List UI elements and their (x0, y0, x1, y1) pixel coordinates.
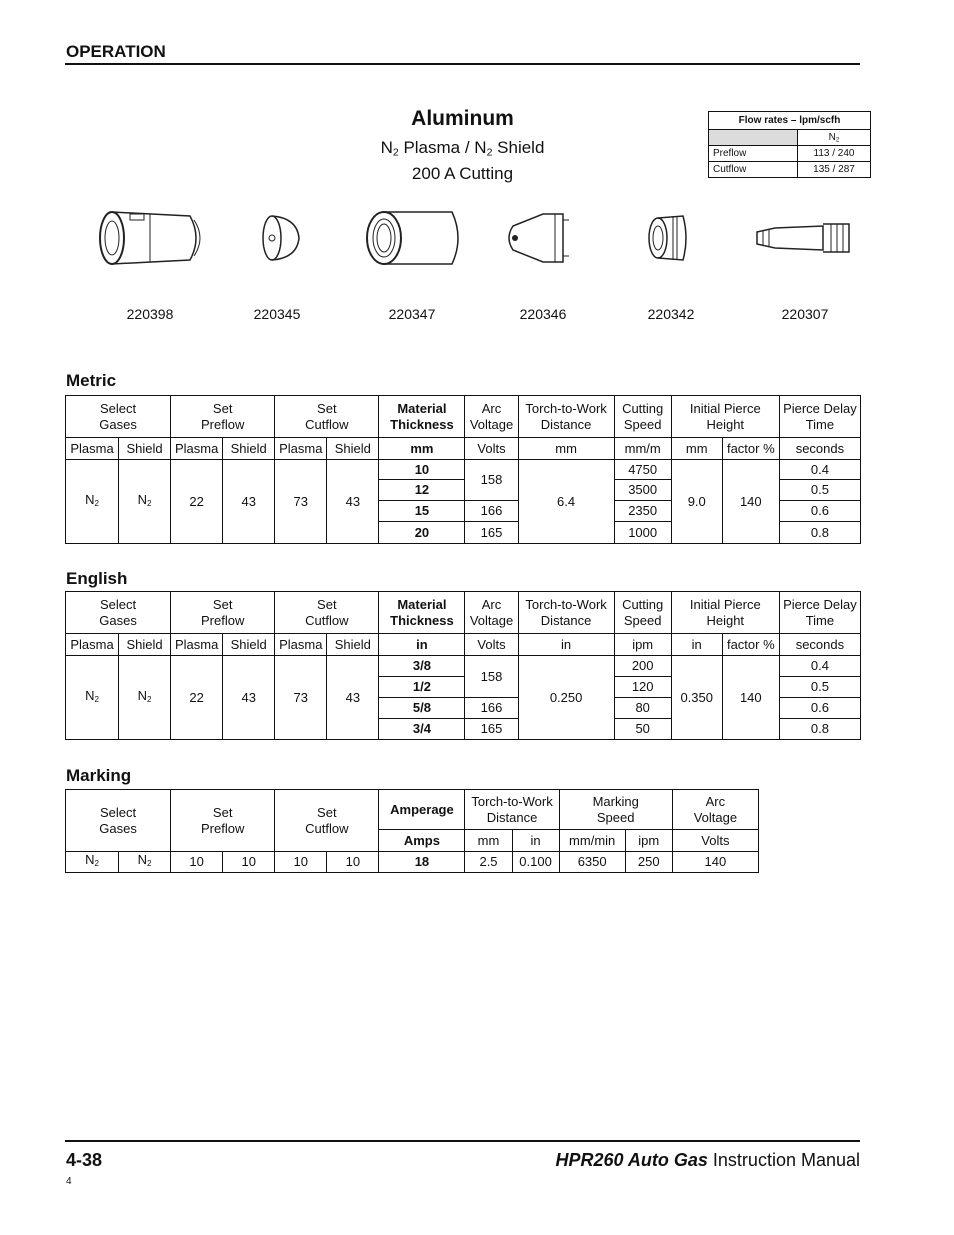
amps-cell: 18 (379, 852, 465, 873)
col-header: Arc Voltage (465, 396, 518, 438)
unit-cell: factor % (722, 634, 779, 656)
part-220347 (352, 210, 472, 322)
ttw-cell: 0.250 (518, 656, 614, 740)
col-header: Set Preflow (171, 396, 275, 438)
col-header: Torch-to-Work Distance (518, 396, 614, 438)
arc-voltage-cell: 140 (672, 852, 758, 873)
unit-cell: Plasma (171, 438, 223, 460)
electrode-icon (745, 210, 865, 266)
pierce-factor-cell: 140 (722, 460, 779, 544)
thickness-cell: 20 (379, 522, 465, 544)
flow-cell: 22 (171, 460, 223, 544)
col-header: Set Cutflow (275, 592, 379, 634)
unit-cell: Volts (465, 438, 518, 460)
shield-icon (217, 210, 337, 266)
unit-cell: seconds (779, 438, 860, 460)
arc-voltage-cell: 165 (465, 522, 518, 544)
unit-cell: Plasma (275, 438, 327, 460)
col-header: Amperage (379, 790, 465, 830)
unit-cell: Plasma (66, 438, 119, 460)
thickness-cell: 1/2 (379, 677, 465, 698)
col-header: Select Gases (66, 790, 171, 852)
unit-cell: Shield (223, 634, 275, 656)
delay-cell: 0.4 (779, 460, 860, 480)
page-title: Aluminum (411, 107, 514, 130)
col-header: Material Thickness (379, 396, 465, 438)
swirl-ring-small-icon (611, 210, 731, 266)
col-header: Arc Voltage (465, 592, 518, 634)
unit-cell: Plasma (66, 634, 119, 656)
speed-mmmin-cell: 6350 (559, 852, 625, 873)
flow-cell: 22 (171, 656, 223, 740)
unit-cell: Shield (119, 438, 171, 460)
flow-cell: 10 (223, 852, 275, 873)
part-number: 220346 (519, 306, 567, 322)
col-header: Select Gases (66, 592, 171, 634)
delay-cell: 0.6 (779, 698, 860, 719)
unit-cell: seconds (779, 634, 860, 656)
metric-table (65, 395, 861, 544)
unit-cell: Plasma (275, 634, 327, 656)
arc-voltage-cell: 165 (465, 719, 518, 740)
header-rule (65, 63, 860, 65)
speed-cell: 200 (614, 656, 671, 677)
flow-cell: 73 (275, 460, 327, 544)
pierce-height-cell: 0.350 (671, 656, 722, 740)
flow-label: Preflow (709, 146, 798, 162)
part-number: 220347 (388, 306, 436, 322)
col-header: Initial Pierce Height (671, 592, 779, 634)
unit-cell: mm/m (614, 438, 671, 460)
col-header: Select Gases (66, 396, 171, 438)
thickness-cell: 3/8 (379, 656, 465, 677)
col-header: Cutting Speed (614, 592, 671, 634)
unit-cell: ipm (625, 830, 672, 852)
part-220346 (483, 210, 603, 322)
flow-cell: 43 (223, 460, 275, 544)
flow-label: Cutflow (709, 162, 798, 178)
marking-label: Marking (66, 766, 132, 785)
unit-cell: in (512, 830, 559, 852)
flow-rates-header: Flow rates – lpm/scfh (709, 112, 871, 130)
gas-cell: $N_2$ (66, 656, 119, 740)
footer-rule (65, 1140, 860, 1142)
arc-voltage-cell: 158 (465, 656, 518, 698)
col-header: Torch-to-Work Distance (518, 592, 614, 634)
gas-cell: $N_2$ (119, 656, 171, 740)
speed-ipm-cell: 250 (625, 852, 672, 873)
flow-cell: 10 (327, 852, 379, 873)
flow-cell: 10 (275, 852, 327, 873)
ttw-in-cell: 0.100 (512, 852, 559, 873)
gas-cell: $N_2$ (119, 852, 171, 873)
arc-voltage-cell: 166 (465, 501, 518, 522)
unit-cell: Shield (327, 634, 379, 656)
unit-cell: Shield (119, 634, 171, 656)
col-header: Set Preflow (171, 592, 275, 634)
unit-cell: Plasma (171, 634, 223, 656)
part-number: 220345 (253, 306, 301, 322)
thickness-cell: 15 (379, 501, 465, 522)
ttw-mm-cell: 2.5 (465, 852, 512, 873)
flow-rates-table (708, 111, 871, 178)
col-header: Initial Pierce Height (671, 396, 779, 438)
delay-cell: 0.6 (779, 501, 860, 522)
nozzle-icon (483, 210, 603, 266)
delay-cell: 0.4 (779, 656, 860, 677)
col-header: Arc Voltage (672, 790, 758, 830)
unit-cell: mm (518, 438, 614, 460)
unit-cell: factor % (722, 438, 779, 460)
arc-voltage-cell: 166 (465, 698, 518, 719)
pierce-height-cell: 9.0 (671, 460, 722, 544)
unit-cell: mm (379, 438, 465, 460)
part-number: 220307 (781, 306, 829, 322)
marking-table (65, 789, 759, 873)
unit-cell: in (518, 634, 614, 656)
footer-small-text: 4 (66, 1176, 72, 1187)
unit-cell: mm/min (559, 830, 625, 852)
unit-cell: mm (465, 830, 512, 852)
speed-cell: 1000 (614, 522, 671, 544)
thickness-cell: 12 (379, 480, 465, 501)
pierce-factor-cell: 140 (722, 656, 779, 740)
unit-cell: Volts (672, 830, 758, 852)
unit-cell: Shield (327, 438, 379, 460)
flow-value: 135 / 287 (798, 162, 871, 178)
speed-cell: 4750 (614, 460, 671, 480)
unit-cell: Shield (223, 438, 275, 460)
speed-cell: 2350 (614, 501, 671, 522)
part-number: 220342 (647, 306, 695, 322)
speed-cell: 50 (614, 719, 671, 740)
flow-gas: $N_2$ (798, 130, 871, 146)
part-220342 (611, 210, 731, 322)
delay-cell: 0.5 (779, 480, 860, 501)
col-header: Set Cutflow (275, 790, 379, 852)
part-number: 220398 (126, 306, 174, 322)
unit-cell: Amps (379, 830, 465, 852)
retaining-cap-icon (90, 210, 210, 266)
col-header: Set Preflow (171, 790, 275, 852)
unit-cell: mm (671, 438, 722, 460)
col-header: Set Cutflow (275, 396, 379, 438)
flow-cell: 43 (223, 656, 275, 740)
page-number: 4-38 (66, 1150, 103, 1170)
flow-cell: 43 (327, 460, 379, 544)
speed-cell: 120 (614, 677, 671, 698)
col-header: Cutting Speed (614, 396, 671, 438)
flow-cell: 73 (275, 656, 327, 740)
ttw-cell: 6.4 (518, 460, 614, 544)
thickness-cell: 5/8 (379, 698, 465, 719)
gas-cell: $N_2$ (66, 460, 119, 544)
gas-subtitle: $N_2$ Plasma / $N_2$ Shield (380, 138, 545, 159)
col-header: Pierce Delay Time (779, 396, 860, 438)
part-220398 (90, 210, 210, 322)
thickness-cell: 10 (379, 460, 465, 480)
part-220307 (745, 210, 865, 322)
speed-cell: 3500 (614, 480, 671, 501)
thickness-cell: 3/4 (379, 719, 465, 740)
english-label: English (66, 569, 128, 588)
manual-title: HPR260 Auto Gas Instruction Manual (555, 1150, 860, 1170)
speed-cell: 80 (614, 698, 671, 719)
english-table (65, 591, 861, 740)
flow-cell: 43 (327, 656, 379, 740)
col-header: Marking Speed (559, 790, 672, 830)
col-header: Pierce Delay Time (779, 592, 860, 634)
flow-value: 113 / 240 (798, 146, 871, 162)
delay-cell: 0.8 (779, 719, 860, 740)
arc-voltage-cell: 158 (465, 460, 518, 501)
col-header: Material Thickness (379, 592, 465, 634)
process-subtitle: 200 A Cutting (411, 164, 514, 183)
metric-label: Metric (66, 371, 117, 390)
gas-cell: $N_2$ (66, 852, 119, 873)
unit-cell: Volts (465, 634, 518, 656)
consumable-parts (80, 210, 870, 330)
part-220345 (217, 210, 337, 322)
delay-cell: 0.8 (779, 522, 860, 544)
unit-cell: in (379, 634, 465, 656)
section-heading: OPERATION (66, 42, 166, 61)
unit-cell: in (671, 634, 722, 656)
swirl-ring-icon (352, 210, 472, 266)
delay-cell: 0.5 (779, 677, 860, 698)
unit-cell: ipm (614, 634, 671, 656)
col-header: Torch-to-Work Distance (465, 790, 559, 830)
gas-cell: $N_2$ (119, 460, 171, 544)
flow-cell: 10 (171, 852, 223, 873)
